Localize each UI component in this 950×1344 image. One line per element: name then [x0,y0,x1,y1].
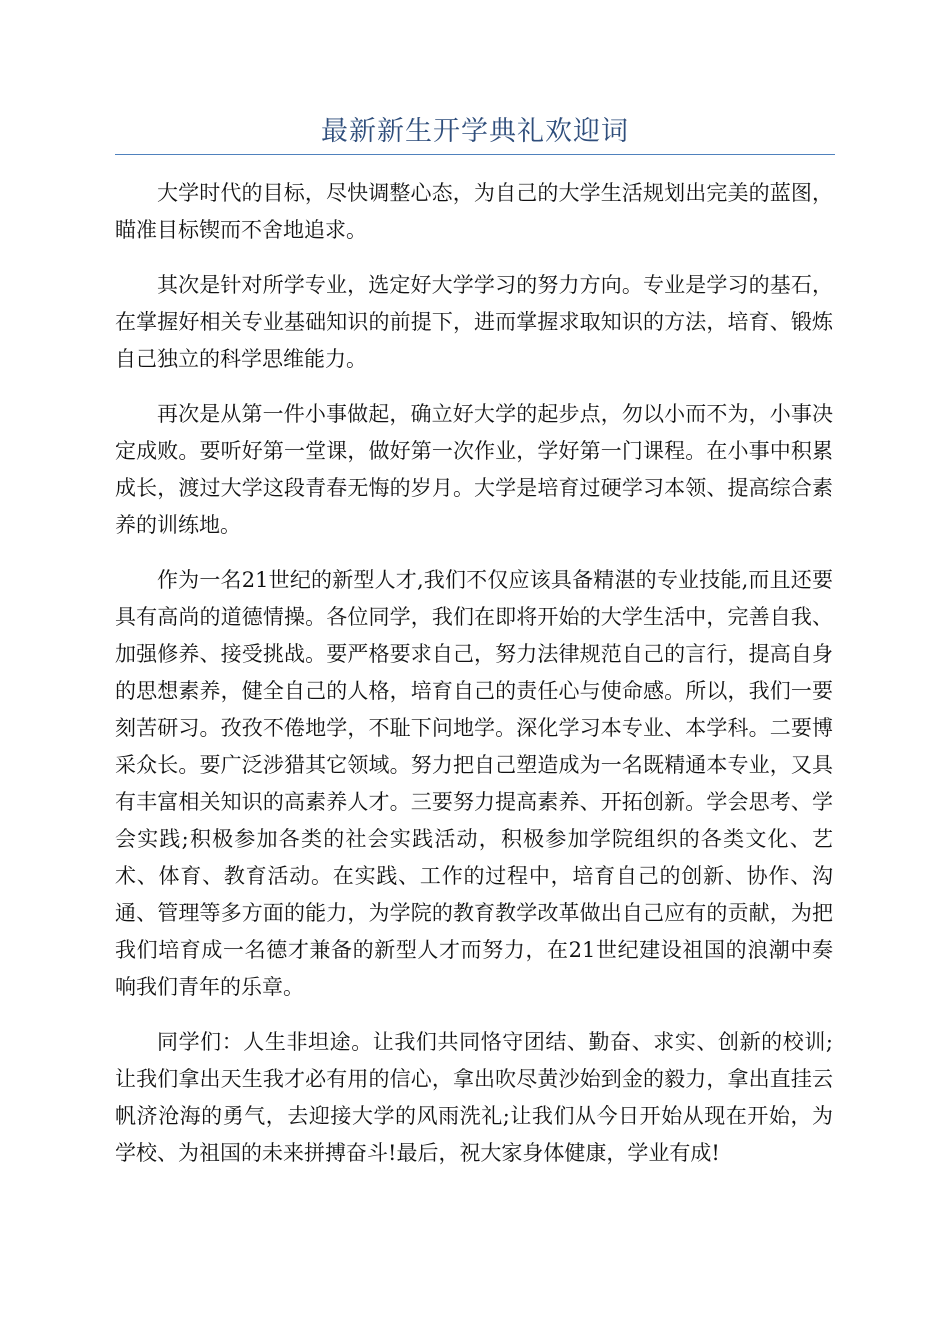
paragraph-1: 大学时代的目标，尽快调整心态，为自己的大学生活规划出完美的蓝图，瞄准目标锲而不舍地追求。 [115,181,833,242]
document-title: 最新新生开学典礼欢迎词 [321,116,629,147]
paragraph-2: 其次是针对所学专业，选定好大学学习的努力方向。专业是学习的基石，在掌握好相关专业基础知识的前提下，进而掌握求取知识的方法，培育、锻炼自己独立的科学思维能力。 [115,273,833,371]
paragraph-5: 同学们：人生非坦途。让我们共同恪守团结、勤奋、求实、创新的校训;让我们拿出天生我才必有用的信心，拿出吹尽黄沙始到金的毅力，拿出直挂云帆济沧海的勇气，去迎接大学的风雨洗礼;让我们从今日开始从现在开始，为学校、为祖国的未来拼搏奋斗!最后，祝大家身体健康，学业有成! [115,1030,833,1165]
document-body [115,175,833,1190]
title-underline [115,154,835,155]
paragraph-4: 作为一名21世纪的新型人才,我们不仅应该具备精湛的专业技能,而且还要具有高尚的道德情操。各位同学，我们在即将开始的大学生活中，完善自我、加强修养、接受挑战。要严格要求自己，努力法律规范自己的言行，提高自身的思想素养，健全自己的人格，培育自己的责任心与使命感。所以，我们一要刻苦研习。孜孜不倦地学，不耻下问地学。深化学习本专业、本学科。二要博采众长。要广泛涉猎其它领域。努力把自己塑造成为一名既精通本专业，又具有丰富相关知识的高素养人才。三要努力提高素养、开拓创新。学会思考、学会实践;积极参加各类的社会实践活动，积极参加学院组织的各类文化、艺术、体育、教育活动。在实践、工作的过程中，培育自己的创新、协作、沟通、管理等多方面的能力，为学院的教育教学改革做出自己应有的贡献，为把我们培育成一名德才兼备的新型人才而努力，在21世纪建设祖国的浪潮中奏响我们青年的乐章。 [115,568,833,999]
paragraph-3: 再次是从第一件小事做起，确立好大学的起步点，勿以小而不为，小事决定成败。要听好第一堂课，做好第一次作业，学好第一门课程。在小事中积累成长，渡过大学这段青春无悔的岁月。大学是培育过硬学习本领、提高综合素养的训练地。 [115,402,833,537]
